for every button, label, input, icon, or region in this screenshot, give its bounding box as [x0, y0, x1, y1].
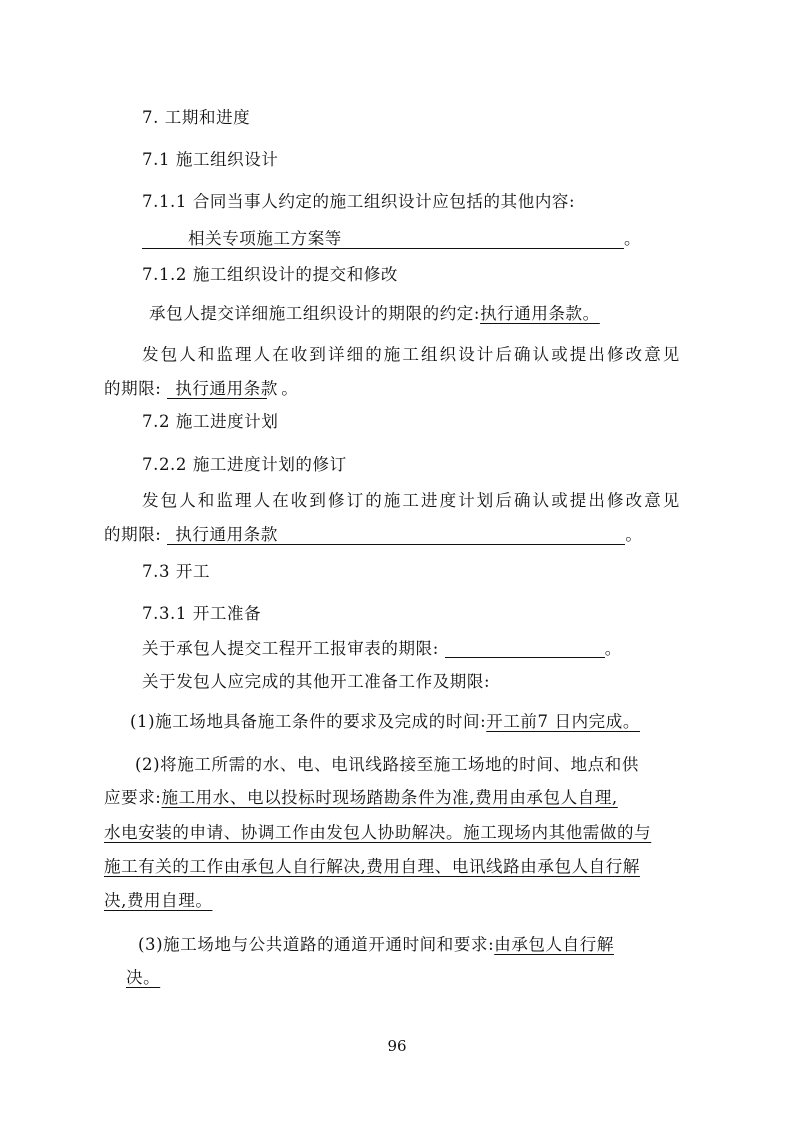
answer-text: 由承包人自行解 [494, 935, 614, 954]
heading-7-2-2: 7.2.2 施工进度计划的修订 [142, 455, 347, 474]
heading-7-3: 7.3 开工 [142, 562, 211, 581]
paragraph-line: 发包人和监理人在收到修订的施工进度计划后确认或提出修改意见 [142, 491, 682, 510]
clause-7-1-1-answer: 相关专项施工方案等 。 [142, 228, 641, 250]
answer-blank: 执行通用条款 [167, 524, 625, 545]
item-3-answer-cont: 决。 [126, 968, 161, 987]
item-2-answer-cont: 施工有关的工作由承包人自行解决,费用自理、电讯线路由承包人自行解 [104, 857, 640, 876]
heading-7-1-1: 7.1.1 合同当事人约定的施工组织设计应包括的其他内容: [142, 192, 576, 211]
item-2-answer: 应要求:施工用水、电以投标时现场踏勘条件为准,费用由承包人自理, [104, 788, 618, 807]
paragraph-line: 发包人和监理人在收到详细的施工组织设计后确认或提出修改意见 [142, 345, 682, 364]
clause-submit-period: 承包人提交详细施工组织设计的期限的约定:执行通用条款。 [149, 304, 600, 323]
clause-confirm-period: 的期限: 执行通用条款 。 [104, 379, 299, 398]
heading-7-1: 7.1 施工组织设计 [142, 150, 279, 169]
item-1: (1)施工场地具备施工条件的要求及完成的时间:开工前7 日内完成。 [130, 712, 640, 731]
answer-text: 施工用水、电以投标时现场踏勘条件为准,费用由承包人自理, [161, 788, 618, 807]
page-number: 96 [387, 1037, 407, 1055]
heading-7: 7. 工期和进度 [142, 108, 251, 127]
paragraph-line: 关于发包人应完成的其他开工准备工作及期限: [142, 672, 491, 691]
clause-revision-period: 的期限: 执行通用条款 。 [104, 525, 643, 544]
heading-7-3-1: 7.3.1 开工准备 [142, 604, 262, 623]
item-2-answer-cont: 决,费用自理。 [104, 891, 213, 910]
answer-blank: 相关专项施工方案等 [142, 228, 624, 249]
heading-7-1-2: 7.1.2 施工组织设计的提交和修改 [142, 265, 399, 284]
item-2: (2)将施工所需的水、电、电讯线路接至施工场地的时间、地点和供 [135, 755, 639, 774]
heading-7-2: 7.2 施工进度计划 [142, 412, 279, 431]
clause-report-period: 关于承包人提交工程开工报审表的期限: 。 [142, 639, 622, 658]
answer-blank: 执行通用条款 [167, 378, 267, 399]
item-2-answer-cont: 水电安装的申请、协调工作由发包人协助解决。施工现场内其他需做的与 [104, 823, 652, 842]
answer-text: 执行通用条款。 [480, 304, 600, 323]
answer-text: 开工前7 日内完成。 [486, 712, 640, 731]
item-3: (3)施工场地与公共道路的通道开通时间和要求:由承包人自行解 [138, 935, 614, 954]
answer-blank [445, 637, 605, 658]
